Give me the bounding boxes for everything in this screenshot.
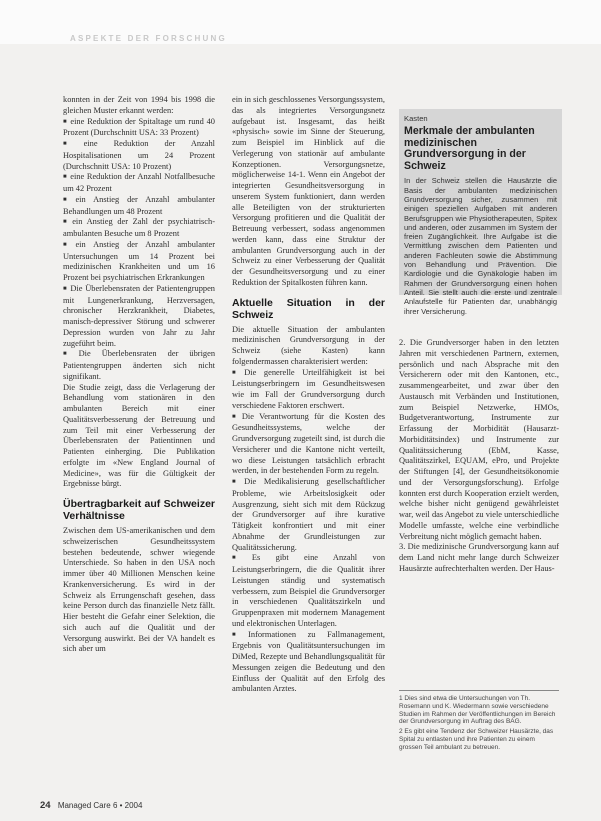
col1-bullet: ■ ein Anstieg der Anzahl ambulanter Behandlungen um 48 Prozent <box>63 195 215 218</box>
column-2 <box>232 95 385 788</box>
col1-paragraph: Die Studie zeigt, dass die Verlagerung der Behandlung vom stationären in den ambulanten Bereich mit einer Qualitätsverbesserung der Betreuung und zum Teil mit einer Verbesserung der Überlebensraten der Patientinnen und Patienten einherging. Die Publikation erfolgte im «New England Journal of Medicine», was für die Gültigkeit der Ergebnisse bürgt. <box>63 382 215 489</box>
footnote-1: 1 Dies sind etwa die Untersuchungen von Th. Rosemann und K. Wiedermann sowie verschiedene Studien im Rahmen der Veröffentlichungen im Bereich der Grundversorgung im Auftrag des BAG. <box>399 695 556 726</box>
info-box-body: In der Schweiz stellen die Hausärzte die Basis der ambulanten medizinischen Grundversorgung sicher, zusammen mit einigen speziellen Aufgaben mit anderen Berufsgruppen wie Physiotherapeuten, Spitex und anderen, oder zusammen im System der freien Zugänglichkeit. Ihre Aufgabe ist die Vermittlung zwischen dem Patienten und anderen Fachleuten sowie die Abstimmung von Behandlung und Prävention. Die Kardiologie und die Gynäkologie haben im Rahmen der Grundversorgung einen hohen Anteil. Sie stellt auch die erste und zentrale Anlaufstelle für Patienten dar, unabhängig ihrer Versicherung. <box>404 176 557 316</box>
col3-paragraph-2: 3. Die medizinische Grundversorgung kann auf dem Land nicht mehr lange durch Schweizer Hausärzte aufrechterhalten werden. Der Haus- <box>399 542 559 573</box>
info-box <box>399 109 562 316</box>
column-3 <box>399 338 559 683</box>
col1-intro: konnten in der Zeit von 1994 bis 1998 die gleichen Muster erkannt werden: <box>63 95 215 115</box>
footnotes <box>399 690 559 780</box>
page-number: 24 <box>40 800 51 811</box>
col2-bullet: ■ Es gibt eine Anzahl von Leistungserbringern, die die Qualität ihrer Leistungen ständig und systematisch verbessern, zum Beispiel die Grundversorger in verschiedenen Qualitätszirkeln und Gruppenpraxen mit modernem Management und elektronischen Unterlagen. <box>232 553 385 629</box>
heading-transfer: Übertragbarkeit auf Schweizer Verhältnisse <box>63 498 215 522</box>
col1-bullet: ■ Die Überlebensraten der Patientengruppen mit Lungenerkrankung, Herzversagen, chronischer Herzkrankheit, Diabetes, manisch-depressiver Störung und schwerer Depression wurden von Jahr zu Jahr zugeführt beim. <box>63 284 215 350</box>
col1-bullet: ■ eine Reduktion der Anzahl Hospitalisationen um 24 Prozent (Durchschnitt USA: 10 Prozent) <box>63 139 215 172</box>
col2-bullet: ■ Die generelle Urteilfähigkeit ist bei Leistungserbringern im Gesundheitswesen wie im Fall der Grundversorgung durch verschiedene Faktoren erschwert. <box>232 368 385 412</box>
col1-bullet: ■ ein Anstieg der Zahl der psychiatrisch-ambulanten Besuche um 8 Prozent <box>63 217 215 240</box>
col2-paragraph-2: Die aktuelle Situation der ambulanten medizinischen Grundversorgung in der Schweiz (siehe Kasten) kann folgendermassen charakterisiert werden: <box>232 324 385 366</box>
col1-bullet: ■ Die Überlebensraten der übrigen Patientengruppen änderten sich nicht signifikant. <box>63 349 215 382</box>
info-box-title: Merkmale der ambulanten medizinischen Grundversorgung in der Schweiz <box>404 125 535 172</box>
col1-paragraph-2: Zwischen dem US-amerikanischen und dem schweizerischen Gesundheitssystem bestehen bedeutende, schwer wiegende Unterschiede. So haben in den USA noch immer über 40 Millionen Menschen keine Krankenversicherung. Es wird in der Schweiz als Errungenschaft gesehen, dass keine Person durch das finanzielle Netz fällt. Hier besteht die Gefahr einer Selektion, die sich auch auf die Qualität und der Versorgung auswirkt. Bei der VA handelt es sich aber um <box>63 526 215 654</box>
section-title: ASPEKTE DER FORSCHUNG <box>70 34 227 43</box>
journal-name: Managed Care 6 • 2004 <box>57 801 143 810</box>
info-box-label: Kasten <box>404 114 428 123</box>
col1-bullet: ■ ein Anstieg der Anzahl ambulanter Untersuchungen um 14 Prozent bei medizinischen Krankheiten und um 16 Prozent bei psychiatrischen Erkrankungen <box>63 240 215 284</box>
heading-current-situation: Aktuelle Situation in der Schweiz <box>232 296 385 321</box>
col2-bullet: ■ Die Verantwortung für die Kosten des Gesundheitssystems, welche der Grundversorgung zugeteilt sind, ist durch die Versicherer und die Kantone nicht verteilt, wo diese Leistungen tatsächlich erbracht werden, in der bestehenden Form zu regeln. <box>232 412 385 478</box>
col3-paragraph: 2. Die Grundversorger haben in den letzten Jahren mit verschiedenen Partnern, externen, persönlich und nach Absprache mit den Versicherern oder mit den Kantonen, etc., zusammengearbeitet, und zwar über den Austausch mit Verbänden und Institutionen, zum Beispiel Netzwerke, HMOs, Budgetverantwortung, Instrumente zur Erfassung der Morbidität (Hausarzt-Morbiditätsindex) und Instrumente zur Qualitätssicherung (EbM, Kasse, Qualitätszirkel, EQUAM, ePro, und Projekte der Stiftungen [4], der Gesundheitsökonomie und der Versorgungsforschung). Erfolge konnten erst durch Kooperation erzielt werden, welche bisher nicht genügend gewährleistet war, weil das Angebot zu viele unterschiedliche Modelle umfasste, welche eine verbindliche Verbreitung nicht möglich gemacht haben. <box>399 338 559 541</box>
col2-paragraph: ein in sich geschlossenes Versorgungssystem, das als integriertes Versorgungsnetz aufgebaut ist. Insgesamt, das heißt «physisch» sowie im Sinne der Steuerung, zum Beispiel im Hinblick auf die Verlegerung von stationär auf ambulante Konzeptionen. Versorgungsnetze, möglicherweise 14-1. Wenn ein Angebot der integrierten Gesundheitsversorgung in unserem System funktioniert, dann werden alle Beteiligten von der strukturierten Versorgung profitieren und die Qualität der Betreuung verbessert, sodass angenommen werden kann, dass eine Struktur der ambulanten Grundversorgung auch in der Schweiz zu einer Verbesserung der Qualität der Gesundheitsversorgung und zu einer Reduktion der Spitalkosten führen kann. <box>232 95 385 287</box>
footnote-2: 2 Es gibt eine Tendenz der Schweizer Hausärzte, das Spital zu entlasten und ihre Patienten zu einem grossen Teil ambulant zu betreuen. <box>399 728 554 751</box>
col2-bullet: ■ Die Medikalisierung gesellschaftlicher Probleme, wie Arbeitslosigkeit oder Ausgrenzung, sieht sich mit dem Rückzug der Grundversorger auf ihre kurative Tätigkeit konfrontiert und mit einer Abnahme der Grundleistungen zur Qualitätssicherung. <box>232 477 385 553</box>
page-footer <box>40 800 142 811</box>
col2-bullet: ■ Informationen zu Fallmanagement, Ergebnis von Qualitätsuntersuchungen im DiMed, Rezepte und Behandlungsqualität für Messungen zeigen die Bedeutung und den Einfluss der Qualität auf den Erfolg des ambulanten Arztes. <box>232 630 385 696</box>
column-1 <box>63 95 215 788</box>
col1-bullet: ■ eine Reduktion der Spitaltage um rund 40 Prozent (Durchschnitt USA: 33 Prozent) <box>63 117 215 140</box>
col1-bullet: ■ eine Reduktion der Anzahl Notfallbesuche um 42 Prozent <box>63 172 215 195</box>
